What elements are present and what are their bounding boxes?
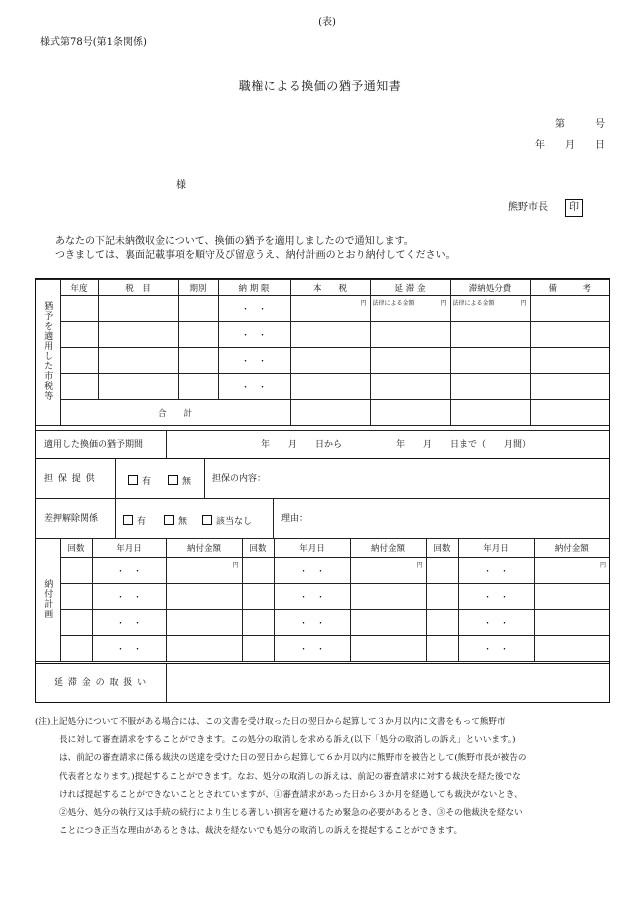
installment-cell[interactable] <box>242 558 274 584</box>
amount-cell[interactable] <box>350 584 426 610</box>
late-fee-handling-label: 延 滞 金 の 取 扱 い <box>54 678 148 688</box>
principal-cell[interactable] <box>290 322 370 348</box>
date-cell[interactable]: ・ ・ <box>92 610 166 636</box>
date-cell[interactable]: ・ ・ <box>274 584 350 610</box>
seizure-row <box>36 498 609 539</box>
due-date-cell[interactable]: ・ ・ <box>218 296 290 322</box>
table-row <box>36 558 609 584</box>
collateral-label: 担 保 提 供 <box>44 474 96 484</box>
amount-cell[interactable] <box>534 610 609 636</box>
total-row <box>36 400 609 426</box>
footnote-line: は、前記の審査請求に係る裁決の送達を受けた日の翌日から起算して６か月以内に熊野市を被告として(熊野市長が被告の <box>59 753 527 764</box>
checkbox[interactable] <box>128 475 138 485</box>
principal-cell[interactable]: 円 <box>290 296 370 322</box>
year-cell[interactable] <box>60 322 98 348</box>
addressee-suffix: 様 <box>176 180 186 191</box>
installment-cell[interactable] <box>60 636 92 662</box>
due-date-cell[interactable]: ・ ・ <box>218 374 290 400</box>
payment-plan-table <box>36 538 609 662</box>
header-amount: 納付金額 <box>166 539 242 558</box>
tax-items-table <box>36 279 609 426</box>
table-row <box>36 348 609 374</box>
total-principal-cell[interactable] <box>290 400 370 426</box>
installment-cell[interactable] <box>426 636 458 662</box>
installment-cell[interactable] <box>60 584 92 610</box>
year-cell[interactable] <box>60 374 98 400</box>
late-fee-cell[interactable] <box>370 348 450 374</box>
footnote-line: ことにつき正当な理由があるときは、裁決を経ないでも処分の取消しの訴えを提起することができます。 <box>59 826 463 837</box>
amount-cell[interactable] <box>166 610 242 636</box>
due-date-cell[interactable]: ・ ・ <box>218 322 290 348</box>
amount-cell[interactable] <box>166 636 242 662</box>
document-number: 第 号 <box>555 119 605 130</box>
seizure-na-option[interactable]: 該当なし <box>202 515 252 527</box>
amount-cell[interactable] <box>534 584 609 610</box>
intro-line-2: つきましては、裏面記載事項を順守及び留意うえ、納付計画のとおり納付してください。 <box>55 250 456 261</box>
period-text[interactable]: 年 月 日から 年 月 日まで（ 月間） <box>261 440 532 450</box>
date-cell[interactable]: ・ ・ <box>92 636 166 662</box>
date-cell[interactable]: ・ ・ <box>458 610 534 636</box>
collateral-row <box>36 458 609 499</box>
period-cell[interactable] <box>178 348 218 374</box>
issuer-name: 熊野市長 <box>508 202 548 213</box>
year-cell[interactable] <box>60 296 98 322</box>
date-cell[interactable]: ・ ・ <box>458 584 534 610</box>
date-cell[interactable]: ・ ・ <box>274 636 350 662</box>
table-row <box>36 322 609 348</box>
remarks-cell[interactable] <box>530 296 609 322</box>
amount-cell[interactable]: 円 <box>166 558 242 584</box>
period-cell[interactable] <box>178 374 218 400</box>
principal-cell[interactable] <box>290 374 370 400</box>
header-due-date: 納 期 限 <box>218 280 290 296</box>
date-cell[interactable]: ・ ・ <box>92 558 166 584</box>
header-date: 年月日 <box>274 539 350 558</box>
principal-cell[interactable] <box>290 348 370 374</box>
installment-cell[interactable] <box>242 610 274 636</box>
tax-item-cell[interactable] <box>98 348 178 374</box>
table-row <box>36 374 609 400</box>
table-row <box>36 584 609 610</box>
header-amount: 納付金額 <box>534 539 609 558</box>
date-cell[interactable]: ・ ・ <box>92 584 166 610</box>
footnote-line: 長に対して審査請求をすることができます。この処分の取消しを求める訴え(以下「処分の取消しの訴え」といいます。) <box>59 735 516 746</box>
tax-item-cell[interactable] <box>98 322 178 348</box>
footnote-line: 代表者となります。)提起することができます。なお、処分の取消しの訴えは、前記の審査請求に対する裁決を経た後でな <box>59 771 521 782</box>
table-row <box>36 636 609 662</box>
period-row <box>36 430 609 459</box>
intro-line-1: あなたの下記未納徴収金について、換価の猶予を適用しましたので通知します。 <box>55 236 414 247</box>
form-number: 様式第78号(第1条関係) <box>40 37 147 48</box>
installment-cell[interactable] <box>242 636 274 662</box>
footnote-line: ければ提起することができないこととされていますが、①審査請求があった日から３か月を経過しても裁決がないとき、 <box>59 789 523 800</box>
footnote-line: ②処分、処分の執行又は手続の続行により生じる著しい損害を避けるため緊急の必要があるとき、③その他裁決を経ない <box>59 808 523 819</box>
remarks-cell[interactable] <box>530 348 609 374</box>
total-late-fee-cell[interactable] <box>370 400 450 426</box>
late-fee-cell[interactable]: 法律による金額 円 <box>370 296 450 322</box>
amount-cell[interactable] <box>534 636 609 662</box>
header-period: 期別 <box>178 280 218 296</box>
period-label: 適用した換価の猶予期間 <box>44 440 144 450</box>
header-principal-tax: 本 税 <box>290 280 370 296</box>
collateral-content-label: 担保の内容： <box>212 474 267 484</box>
installment-cell[interactable] <box>242 584 274 610</box>
installment-cell[interactable] <box>426 558 458 584</box>
tax-item-cell[interactable] <box>98 374 178 400</box>
date-cell[interactable]: ・ ・ <box>274 558 350 584</box>
amount-cell[interactable] <box>350 610 426 636</box>
official-seal: 印 <box>565 199 583 217</box>
installment-cell[interactable] <box>60 558 92 584</box>
seizure-label: 差押解除関係 <box>44 514 99 524</box>
issue-date: 年 月 日 <box>535 140 605 151</box>
due-date-cell[interactable]: ・ ・ <box>218 348 290 374</box>
checkbox[interactable] <box>164 515 174 525</box>
seizure-reason-label: 理由： <box>281 514 309 524</box>
period-cell[interactable] <box>178 296 218 322</box>
period-cell[interactable] <box>178 322 218 348</box>
header-amount: 納付金額 <box>350 539 426 558</box>
total-remarks-cell[interactable] <box>530 400 609 426</box>
delinquency-cost-cell[interactable] <box>450 322 530 348</box>
late-fee-handling-row <box>36 663 609 702</box>
year-cell[interactable] <box>60 348 98 374</box>
payment-plan-side-label: 納付計画 <box>36 539 60 662</box>
installment-cell[interactable] <box>426 610 458 636</box>
remarks-cell[interactable] <box>530 374 609 400</box>
header-tax-item: 税 目 <box>98 280 178 296</box>
checkbox[interactable] <box>202 515 212 525</box>
form-side-label: (表) <box>318 17 336 28</box>
delinquency-cost-cell[interactable]: 法律による金額 円 <box>450 296 530 322</box>
checkbox[interactable] <box>123 515 133 525</box>
seizure-yes-option[interactable]: 有 <box>123 515 146 527</box>
header-installment: 回数 <box>60 539 92 558</box>
amount-cell[interactable] <box>350 636 426 662</box>
header-date: 年月日 <box>458 539 534 558</box>
tax-item-cell[interactable] <box>98 296 178 322</box>
table-row <box>36 296 609 322</box>
header-installment: 回数 <box>242 539 274 558</box>
header-year: 年度 <box>60 280 98 296</box>
header-installment: 回数 <box>426 539 458 558</box>
legal-footnote <box>35 713 610 840</box>
total-label: 合 計 <box>60 400 290 426</box>
table-row <box>36 610 609 636</box>
collateral-yes-option[interactable]: 有 <box>128 475 151 487</box>
footnote-line: (注)上記処分について不服がある場合には、この文書を受け取った日の翌日から起算して３か月以内に文書をもって熊野市 <box>35 717 506 727</box>
late-fee-cell[interactable] <box>370 374 450 400</box>
total-delinquency-cost-cell[interactable] <box>450 400 530 426</box>
installment-cell[interactable] <box>60 610 92 636</box>
header-remarks: 備 考 <box>530 280 609 296</box>
amount-cell[interactable]: 円 <box>534 558 609 584</box>
delinquency-cost-cell[interactable] <box>450 348 530 374</box>
header-date: 年月日 <box>92 539 166 558</box>
amount-cell[interactable]: 円 <box>350 558 426 584</box>
remarks-cell[interactable] <box>530 322 609 348</box>
late-fee-cell[interactable] <box>370 322 450 348</box>
tax-table-side-label: 猶予を適用した市税等 <box>36 280 60 426</box>
header-delinquency-cost: 滞納処分費 <box>450 280 530 296</box>
installment-cell[interactable] <box>426 584 458 610</box>
date-cell[interactable]: ・ ・ <box>458 636 534 662</box>
date-cell[interactable]: ・ ・ <box>274 610 350 636</box>
checkbox[interactable] <box>168 475 178 485</box>
date-cell[interactable]: ・ ・ <box>458 558 534 584</box>
delinquency-cost-cell[interactable] <box>450 374 530 400</box>
page-title: 職権による換価の猶予通知書 <box>238 79 402 93</box>
collateral-no-option[interactable]: 無 <box>168 475 191 487</box>
header-late-fee: 延 滞 金 <box>370 280 450 296</box>
amount-cell[interactable] <box>166 584 242 610</box>
seizure-no-option[interactable]: 無 <box>164 515 187 527</box>
